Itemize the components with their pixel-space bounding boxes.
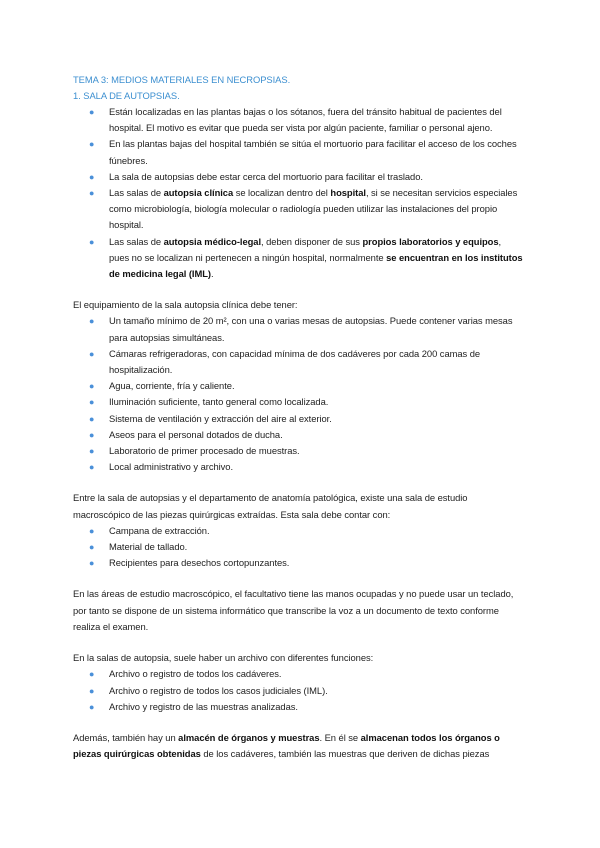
document-page	[73, 72, 523, 762]
list-item	[73, 459, 523, 475]
list-item	[73, 427, 523, 443]
bullet-icon: ●	[89, 381, 95, 392]
page-title: TEMA 3: MEDIOS MATERIALES EN NECROPSIAS.	[73, 74, 291, 85]
bullet-icon: ●	[89, 413, 95, 424]
bullet-icon: ●	[89, 139, 95, 150]
bullet-icon: ●	[89, 188, 95, 199]
text-run: .	[211, 268, 214, 280]
text-run: Las salas de	[109, 187, 164, 199]
bold-text: autopsia clínica	[163, 187, 234, 199]
list-item-text: Un tamaño mínimo de 20 m², con una o varias mesas de autopsias. Puede contener varias mesas para autopsias simultáneas.	[109, 315, 513, 343]
archive-intro: En la salas de autopsia, suele haber un archivo con diferentes funciones:	[73, 652, 374, 664]
list-item	[73, 699, 523, 715]
list-item-text: Recipientes para desechos cortopunzantes.	[109, 557, 290, 569]
list-item	[73, 234, 523, 283]
bullet-icon: ●	[89, 316, 95, 327]
list-item-text: Archivo o registro de todos los casos judiciales (IML).	[109, 684, 328, 696]
list-item	[73, 136, 523, 168]
list-item-text: Agua, corriente, fría y caliente.	[109, 380, 235, 392]
list-item	[73, 185, 523, 234]
macroscopic-room-list	[73, 523, 523, 572]
list-item	[73, 313, 523, 345]
bullet-icon: ●	[89, 558, 95, 569]
bold-text: autopsia médico-legal	[163, 235, 262, 247]
bold-text: propios laboratorios y equipos	[362, 235, 499, 247]
section-heading: 1. SALA DE AUTOPSIAS.	[73, 90, 180, 101]
list-item-text: Material de tallado.	[109, 541, 188, 553]
bullet-icon: ●	[89, 397, 95, 408]
list-item	[73, 666, 523, 682]
bold-text: almacenan todos los órganos o piezas quirúrgicas obtenidas	[73, 731, 500, 760]
text-run: , si se necesitan servicios especiales como microbiología, biología molecular o radiología pueden utilizar las instalaciones del propio hospital.	[109, 187, 518, 231]
text-run: Están localizadas en las plantas bajas o los sótanos, fuera del tránsito habitual de pacientes del hospital. El motivo es evitar que pueda ser vista por algún paciente, familiar o personal ajeno.	[109, 106, 502, 134]
text-run: de los cadáveres, también las muestras que deriven de dichas piezas	[200, 748, 490, 760]
text-run: se localizan dentro del	[233, 187, 331, 199]
voice-transcription-paragraph: En las áreas de estudio macroscópico, el facultativo tiene las manos ocupadas y no puede usar un teclado, por tanto se dispone de un sistema informático que transcribe la voz a un documento de texto conforme realiza el examen.	[73, 588, 514, 632]
list-item	[73, 378, 523, 394]
list-item	[73, 683, 523, 699]
bullet-icon: ●	[89, 542, 95, 553]
text-run: La sala de autopsias debe estar cerca del mortuorio para facilitar el traslado.	[109, 170, 423, 182]
list-item-text: Aseos para el personal dotados de ducha.	[109, 428, 283, 440]
equipment-list	[73, 313, 523, 475]
bullet-icon: ●	[89, 669, 95, 680]
location-list	[73, 104, 523, 282]
bullet-icon: ●	[89, 525, 95, 536]
list-item	[73, 539, 523, 555]
text-run: Las salas de	[109, 235, 164, 247]
bullet-icon: ●	[89, 236, 95, 247]
list-item-text: Archivo y registro de las muestras analizadas.	[109, 700, 298, 712]
bold-text: se encuentran en los institutos de medicina legal (IML)	[109, 251, 523, 280]
list-item-text: Campana de extracción.	[109, 524, 210, 536]
bullet-icon: ●	[89, 685, 95, 696]
bold-text: hospital	[330, 187, 366, 199]
storage-paragraph	[73, 730, 523, 762]
bullet-icon: ●	[89, 701, 95, 712]
list-item	[73, 411, 523, 427]
list-item	[73, 394, 523, 410]
list-item-text: Sistema de ventilación y extracción del aire al exterior.	[109, 412, 332, 424]
list-item	[73, 104, 523, 136]
list-item	[73, 555, 523, 571]
list-item-text: Local administrativo y archivo.	[109, 461, 234, 473]
list-item	[73, 169, 523, 185]
equipment-intro: El equipamiento de la sala autopsia clínica debe tener:	[73, 299, 298, 311]
list-item-text: Laboratorio de primer procesado de muestras.	[109, 445, 300, 457]
list-item	[73, 443, 523, 459]
list-item	[73, 523, 523, 539]
text-run: , deben disponer de sus	[261, 235, 363, 247]
bullet-icon: ●	[89, 462, 95, 473]
macroscopic-room-paragraph: Entre la sala de autopsias y el departamento de anatomía patológica, existe una sala de estudio macroscópico de las piezas quirúrgicas extraídas. Esta sala debe contar con:	[73, 492, 468, 520]
text-run: . En él se	[319, 731, 361, 743]
list-item-text: Archivo o registro de todos los cadáveres.	[109, 668, 282, 680]
bullet-icon: ●	[89, 446, 95, 457]
bullet-icon: ●	[89, 429, 95, 440]
list-item-text: Cámaras refrigeradoras, con capacidad mínima de dos cadáveres por cada 200 camas de hospitalización.	[109, 347, 481, 376]
bullet-icon: ●	[89, 171, 95, 182]
list-item-text: Iluminación suficiente, tanto general como localizada.	[109, 396, 329, 408]
text-run: Además, también hay un	[73, 731, 179, 743]
bullet-icon: ●	[89, 107, 95, 117]
bold-text: almacén de órganos y muestras	[178, 731, 320, 743]
list-item	[73, 346, 523, 378]
text-run: , pues no se localizan ni pertenecen a ningún hospital, normalmente	[109, 235, 502, 263]
bullet-icon: ●	[89, 348, 95, 359]
archive-list	[73, 666, 523, 715]
text-run: En las plantas bajas del hospital también se sitúa el mortuorio para facilitar el acceso de los coches fúnebres.	[109, 138, 517, 166]
